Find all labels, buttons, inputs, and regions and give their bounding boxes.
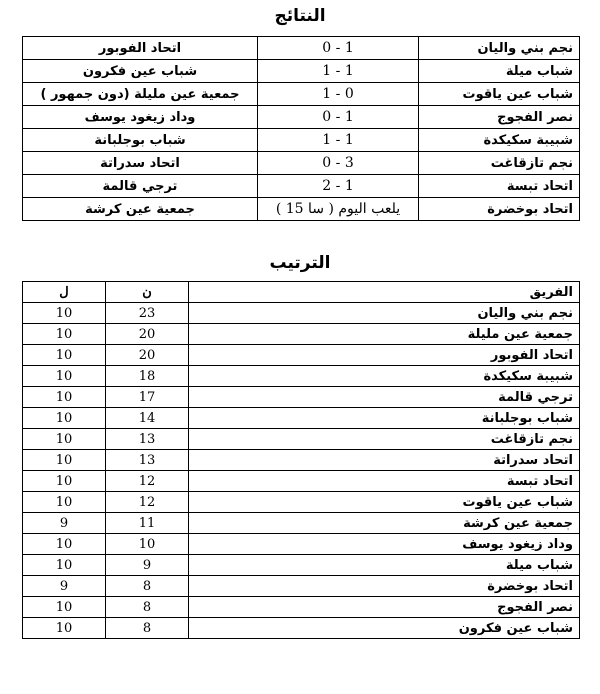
team-played: 10 (23, 555, 106, 576)
header-team: الفريق (189, 282, 580, 303)
team-points: 14 (106, 408, 189, 429)
standings-row (23, 471, 580, 492)
team-points: 10 (106, 534, 189, 555)
match-score: 1 - 0 (258, 106, 419, 129)
team-name: اتحاد سدراتة (189, 450, 580, 471)
team-name: نجم بني واليان (189, 303, 580, 324)
home-team: شباب عين ياقوت (419, 83, 580, 106)
team-name: وداد زيغود يوسف (189, 534, 580, 555)
standings-row (23, 408, 580, 429)
away-team: ترجي قالمة (23, 175, 258, 198)
team-name: جمعية عين مليلة (189, 324, 580, 345)
away-team: شباب بوجلبانة (23, 129, 258, 152)
match-score: 1 - 2 (258, 175, 419, 198)
home-team: شباب ميلة (419, 60, 580, 83)
team-played: 10 (23, 366, 106, 387)
standings-row (23, 345, 580, 366)
away-team: شباب عين فكرون (23, 60, 258, 83)
match-row (23, 152, 580, 175)
match-row (23, 83, 580, 106)
team-points: 20 (106, 345, 189, 366)
team-played: 10 (23, 324, 106, 345)
team-played: 10 (23, 618, 106, 639)
home-team: نجم بني واليان (419, 37, 580, 60)
match-row (23, 129, 580, 152)
team-name: اتحاد تبسة (189, 471, 580, 492)
match-score: 1 - 0 (258, 37, 419, 60)
team-name: شباب عين فكرون (189, 618, 580, 639)
team-played: 10 (23, 408, 106, 429)
team-played: 9 (23, 513, 106, 534)
home-team: نصر الفجوج (419, 106, 580, 129)
standings-header-row (23, 282, 580, 303)
match-score: يلعب اليوم ( سا 15 ) (258, 198, 419, 221)
away-team: جمعية عين مليلة (دون جمهور ) (23, 83, 258, 106)
match-row (23, 175, 580, 198)
team-name: نصر الفجوج (189, 597, 580, 618)
team-played: 10 (23, 303, 106, 324)
standings-row (23, 429, 580, 450)
team-name: ترجي قالمة (189, 387, 580, 408)
away-team: وداد زيغود يوسف (23, 106, 258, 129)
standings-table (22, 281, 580, 639)
results-table (22, 36, 580, 221)
home-team: اتحاد تبسة (419, 175, 580, 198)
team-played: 10 (23, 492, 106, 513)
match-score: 3 - 0 (258, 152, 419, 175)
team-played: 10 (23, 597, 106, 618)
match-row (23, 60, 580, 83)
away-team: جمعية عين كرشة (23, 198, 258, 221)
team-points: 8 (106, 618, 189, 639)
team-name: اتحاد بوخضرة (189, 576, 580, 597)
match-row (23, 37, 580, 60)
standings-row (23, 387, 580, 408)
home-team: شبيبة سكيكدة (419, 129, 580, 152)
team-name: شبيبة سكيكدة (189, 366, 580, 387)
team-name: اتحاد الفوبور (189, 345, 580, 366)
standings-row (23, 303, 580, 324)
standings-row (23, 555, 580, 576)
team-played: 10 (23, 387, 106, 408)
match-score: 1 - 1 (258, 60, 419, 83)
team-points: 20 (106, 324, 189, 345)
away-team: اتحاد الفوبور (23, 37, 258, 60)
away-team: اتحاد سدراتة (23, 152, 258, 175)
team-name: نجم تازقاغت (189, 429, 580, 450)
team-points: 17 (106, 387, 189, 408)
match-row (23, 106, 580, 129)
header-points: ن (106, 282, 189, 303)
team-played: 10 (23, 471, 106, 492)
team-points: 9 (106, 555, 189, 576)
team-played: 10 (23, 450, 106, 471)
team-points: 12 (106, 492, 189, 513)
team-name: جمعية عين كرشة (189, 513, 580, 534)
team-points: 8 (106, 576, 189, 597)
team-played: 10 (23, 429, 106, 450)
team-points: 18 (106, 366, 189, 387)
standings-title: الترتيب (269, 253, 331, 273)
match-score: 1 - 1 (258, 129, 419, 152)
standings-row (23, 450, 580, 471)
home-team: اتحاد بوخضرة (419, 198, 580, 221)
standings-row (23, 492, 580, 513)
team-played: 10 (23, 534, 106, 555)
standings-row (23, 534, 580, 555)
team-points: 11 (106, 513, 189, 534)
standings-row (23, 366, 580, 387)
match-score: 0 - 1 (258, 83, 419, 106)
standings-row (23, 597, 580, 618)
team-points: 13 (106, 450, 189, 471)
match-row (23, 198, 580, 221)
team-played: 10 (23, 345, 106, 366)
standings-row (23, 513, 580, 534)
results-title: النتائج (274, 6, 326, 26)
standings-row (23, 618, 580, 639)
team-points: 8 (106, 597, 189, 618)
team-points: 13 (106, 429, 189, 450)
team-points: 12 (106, 471, 189, 492)
team-name: شباب ميلة (189, 555, 580, 576)
standings-row (23, 576, 580, 597)
team-name: شباب عين ياقوت (189, 492, 580, 513)
home-team: نجم تازقاغت (419, 152, 580, 175)
team-played: 9 (23, 576, 106, 597)
header-played: ل (23, 282, 106, 303)
team-name: شباب بوجلبانة (189, 408, 580, 429)
team-points: 23 (106, 303, 189, 324)
standings-row (23, 324, 580, 345)
